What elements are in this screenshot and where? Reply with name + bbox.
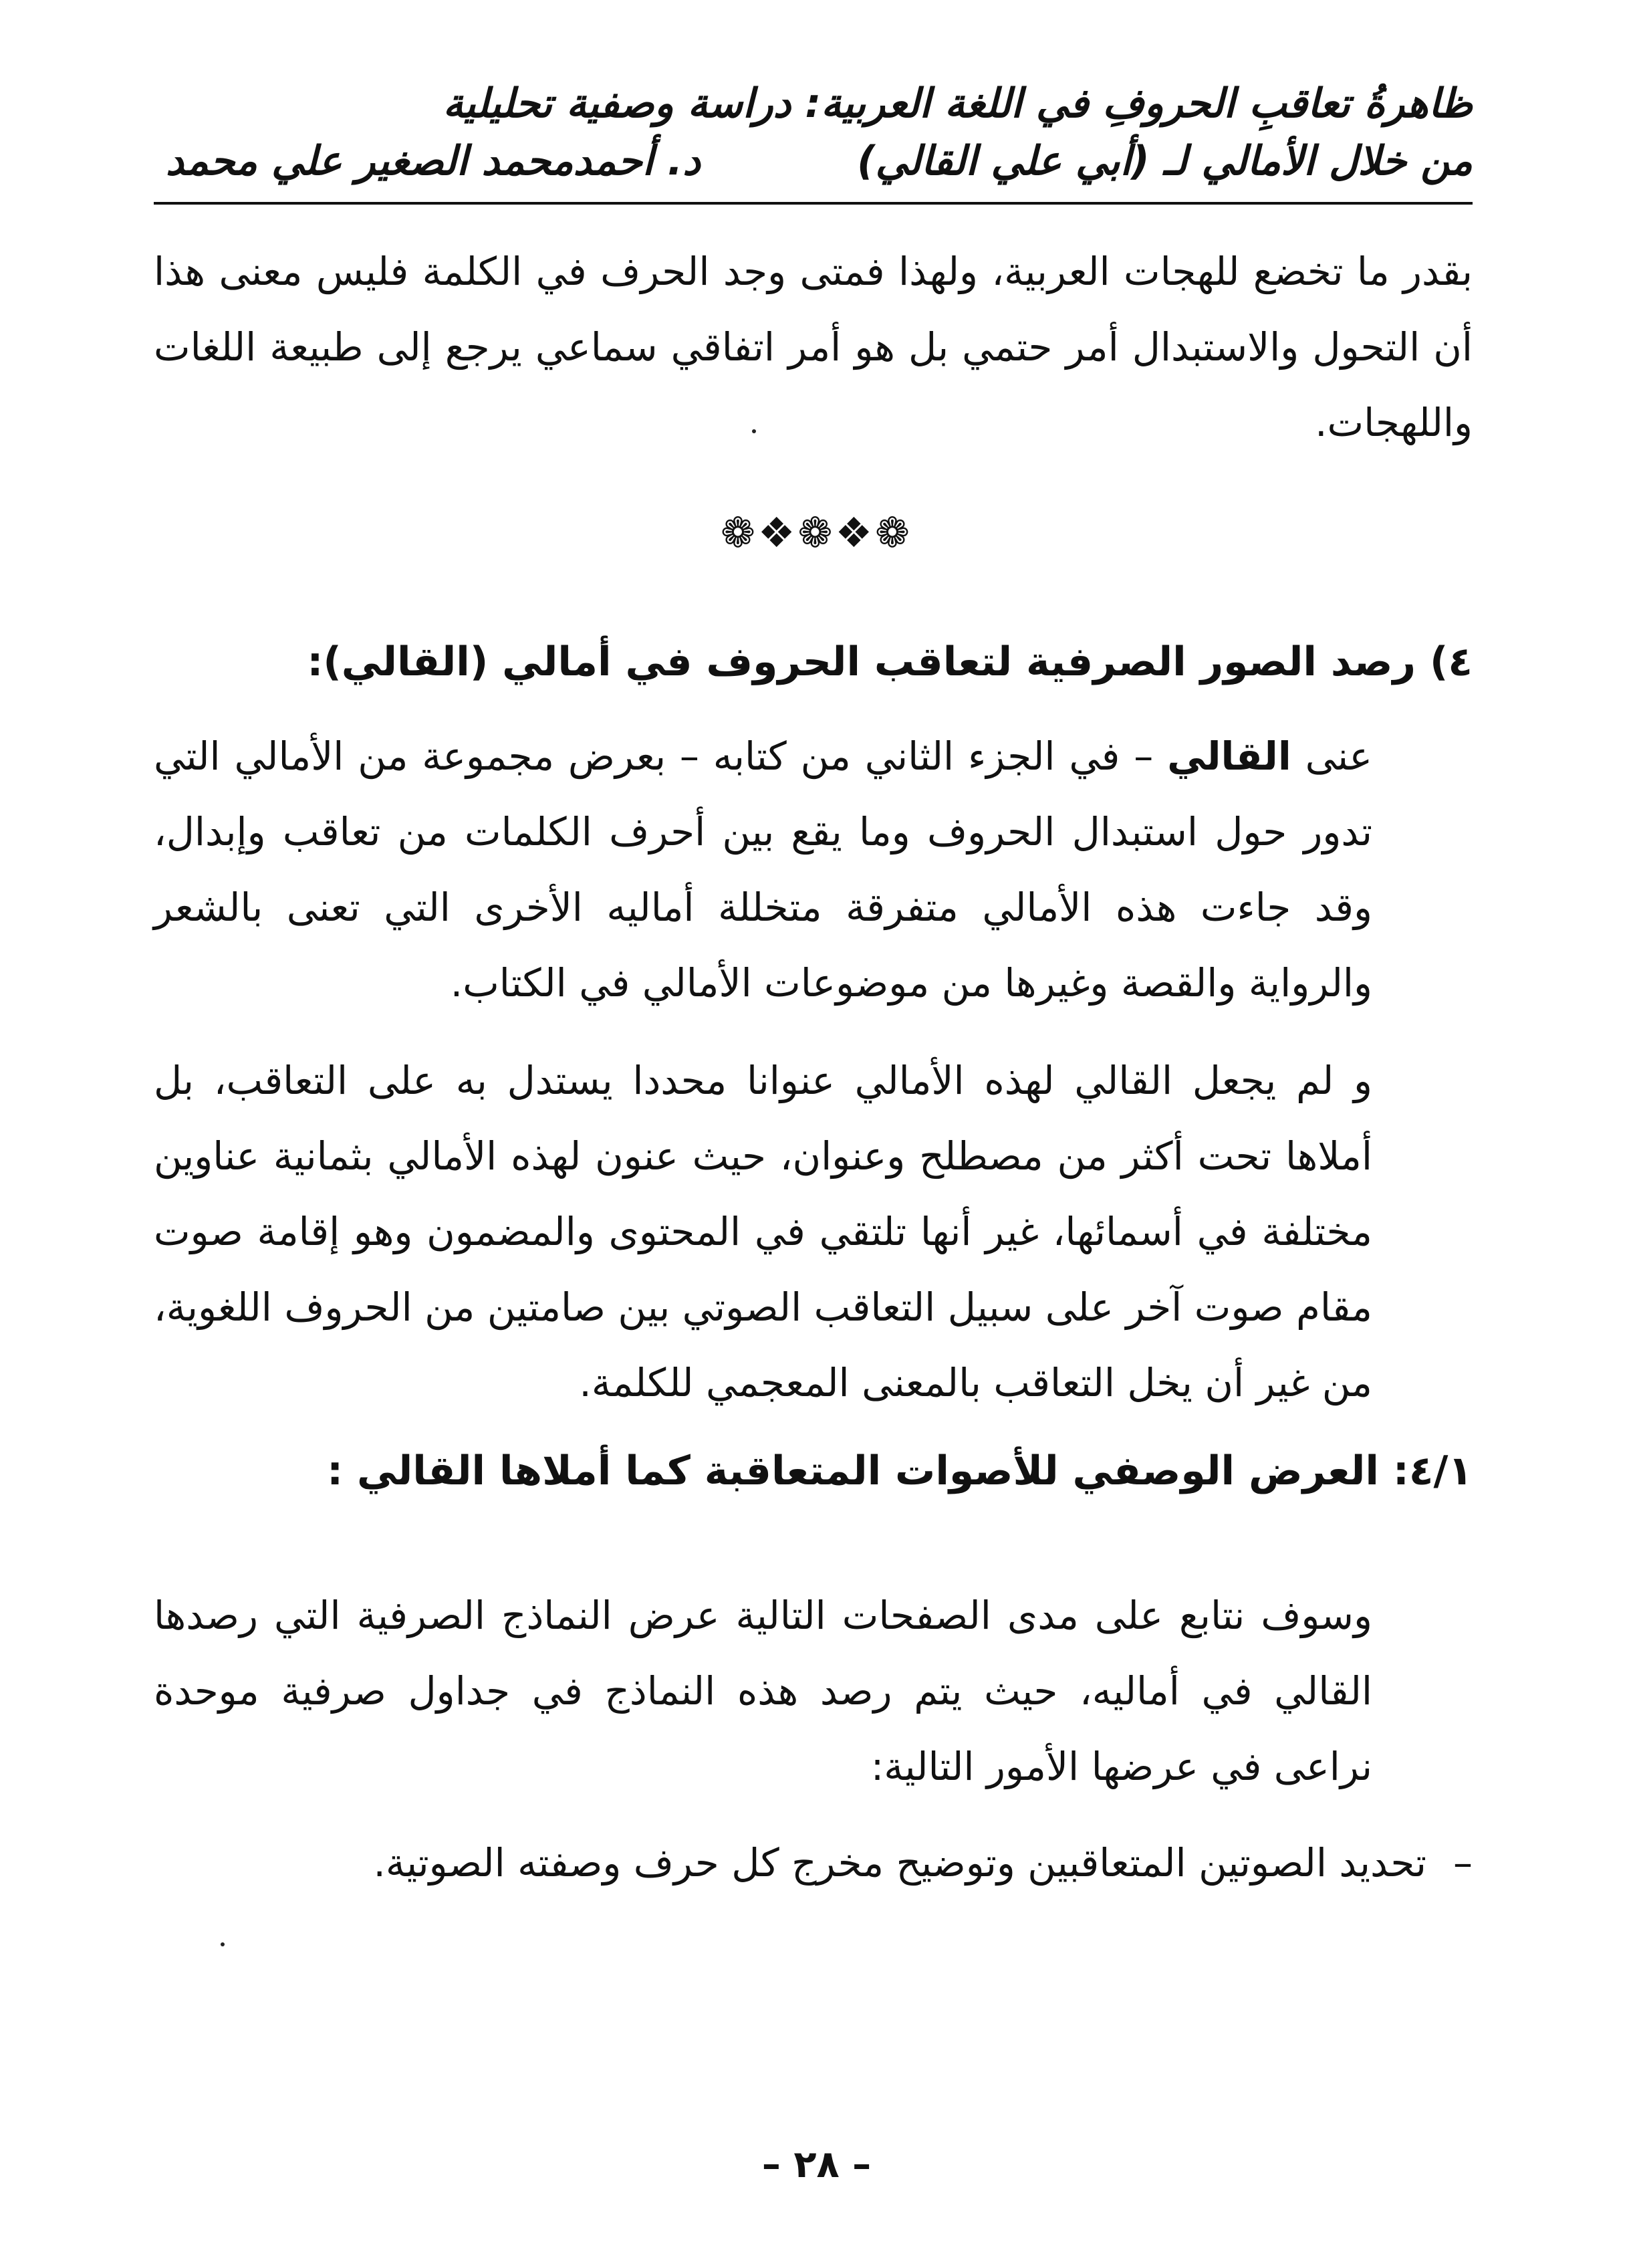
- intro-paragraph: بقدر ما تخضع للهجات العربية، ولهذا فمتى وجد الحرف في الكلمة فليس معنى هذا أن التحول والاستبدال أمر حتمي بل هو أمر اتفاقي سماعي يرجع إلى طبيعة اللغات واللهجات.: [154, 249, 1473, 445]
- section-4-1-paragraph: وسوف نتابع على مدى الصفحات التالية عرض النماذج الصرفية التي رصدها القالي في أماليه، حيث يتم رصد هذه النماذج في جداول صرفية موحدة نراعى في عرضها الأمور التالية:: [154, 1593, 1372, 1789]
- stray-mark: [221, 1942, 225, 1946]
- page-number: – ٢٨ –: [761, 2143, 872, 2186]
- stray-mark: [752, 429, 756, 433]
- bullet-item-text: تحديد الصوتين المتعاقبين وتوضيح مخرج كل حرف وصفته الصوتية.: [373, 1840, 1426, 1886]
- section-4-paragraph-1: [154, 719, 1473, 1021]
- header-subtitle: من خلال الأمالي لـ (أبي علي القالي): [857, 138, 1473, 185]
- intro-paragraph-block: [154, 234, 1473, 461]
- author-name-highlight: القالي: [1167, 733, 1291, 779]
- section-ornament: ❁❖❁❖❁: [720, 508, 912, 557]
- bullet-dash: –: [1453, 1840, 1473, 1886]
- section-4-1-paragraph-block: [154, 1578, 1473, 1805]
- bullet-list-item: [154, 1825, 1473, 1901]
- header-title: ظاهرةُ تعاقبِ الحروفِ في اللغة العربية: دراسة وصفية تحليلية: [443, 80, 1473, 127]
- header-author: د. أحمدمحمد الصغير علي محمد: [166, 138, 701, 185]
- header-divider: [154, 202, 1473, 205]
- section-4-paragraph-2: و لم يجعل القالي لهذه الأمالي عنوانا محددا يستدل به على التعاقب، بل أملاها تحت أكثر من مصطلح وعنوان، حيث عنون لهذه الأمالي بثمانية عناوين مختلفة في أسمائها، غير أنها تلتقي في المحتوى والمضمون وهو إقامة صوت مقام صوت آخر على سبيل التعاقب الصوتي بين صامتين من الحروف اللغوية، من غير أن يخل التعاقب بالمعنى المعجمي للكلمة.: [154, 1058, 1372, 1405]
- section-4-heading: ٤) رصد الصور الصرفية لتعاقب الحروف في أمالي (القالي):: [307, 639, 1473, 685]
- paragraph-1-rest: – في الجزء الثاني من كتابه – بعرض مجموعة من الأمالي التي تدور حول استبدال الحروف وما يقع بين أحرف الكلمات من تعاقب وإبدال، وقد جاءت هذه الأمالي متفرقة متخللة أماليه الأخرى التي تعنى بالشعر والرواية والقصة وغيرها من موضوعات الأمالي في الكتاب.: [154, 733, 1372, 1006]
- section-4-paragraph-2-block: [154, 1043, 1473, 1421]
- section-4-1-heading: ٤/١: العرض الوصفي للأصوات المتعاقبة كما أملاها القالي :: [327, 1448, 1473, 1494]
- section-4-paragraph-1-block: [154, 719, 1473, 1021]
- paragraph-1-start: عنى: [1305, 733, 1373, 779]
- running-header: [154, 80, 1473, 195]
